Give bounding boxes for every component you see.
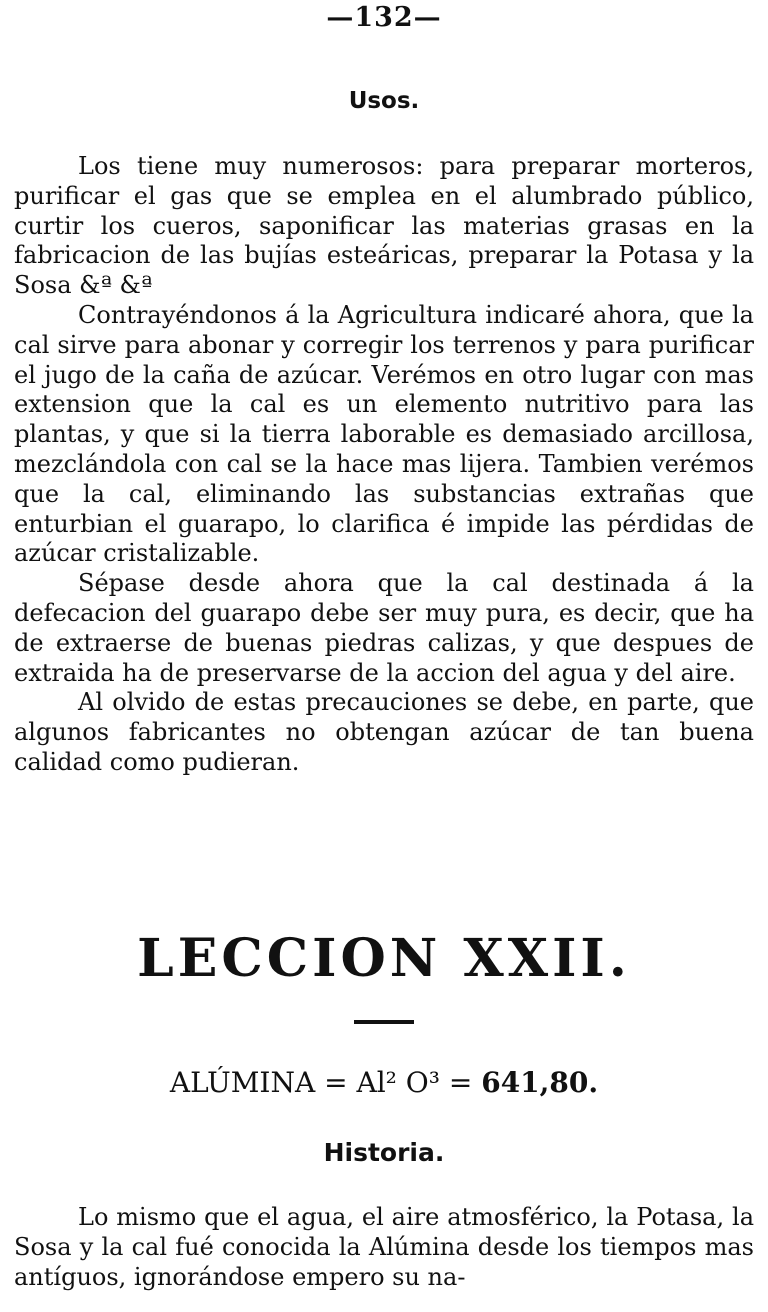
paragraph-usos-3: Sépase desde ahora que la cal destinada á la defecacion del guarapo debe ser muy pura, es decir, que ha de extraerse de buenas piedras calizas, y que despues de extraida ha de preservarse de la accion del agua y del aire. <box>14 569 754 687</box>
paragraph-historia-1: Lo mismo que el agua, el aire atmosférico, la Potasa, la Sosa y la cal fué conocida la Alúmina desde los tiempos mas antíguos, ignorándose empero su na- <box>14 1203 754 1291</box>
page-number: —132— <box>326 2 442 33</box>
section-heading-usos: Usos. <box>348 88 420 114</box>
lesson-title: LECCION XXII. <box>137 928 631 989</box>
formula-symbol: Al² O³ <box>356 1066 440 1099</box>
formula-name: ALÚMINA <box>169 1066 316 1099</box>
paragraph-usos-4: Al olvido de estas precauciones se debe, en parte, que algunos fabricantes no obtengan azúcar de tan buena calidad como pudieran. <box>14 688 754 776</box>
usos-text-block <box>14 152 754 778</box>
historia-text-block <box>14 1203 754 1292</box>
section-heading-historia: Historia. <box>323 1138 445 1167</box>
paragraph-usos-1: Los tiene muy numerosos: para preparar morteros, purificar el gas que se emplea en el alumbrado público, curtir los cueros, saponificar las materias grasas en la fabricacion de las bujías esteáricas, preparar la Potasa y la Sosa &ª &ª <box>14 152 754 300</box>
chemical-formula <box>0 1066 768 1099</box>
formula-equals-second: = <box>439 1066 482 1099</box>
divider-rule <box>354 1020 414 1024</box>
formula-equals: = <box>315 1066 357 1099</box>
formula-value: 641,80. <box>481 1066 599 1099</box>
paragraph-usos-2: Contrayéndonos á la Agricultura indicaré ahora, que la cal sirve para abonar y corregir los terrenos y para purificar el jugo de la caña de azúcar. Verémos en otro lugar con mas extension que la cal es un elemento nutritivo para las plantas, y que si la tierra laborable es demasiado arcillosa, mezclándola con cal se la hace mas lijera. Tambien verémos que la cal, eliminando las substancias extrañas que enturbian el guarapo, lo clarifica é impide las pérdidas de azúcar cristalizable. <box>14 300 754 568</box>
